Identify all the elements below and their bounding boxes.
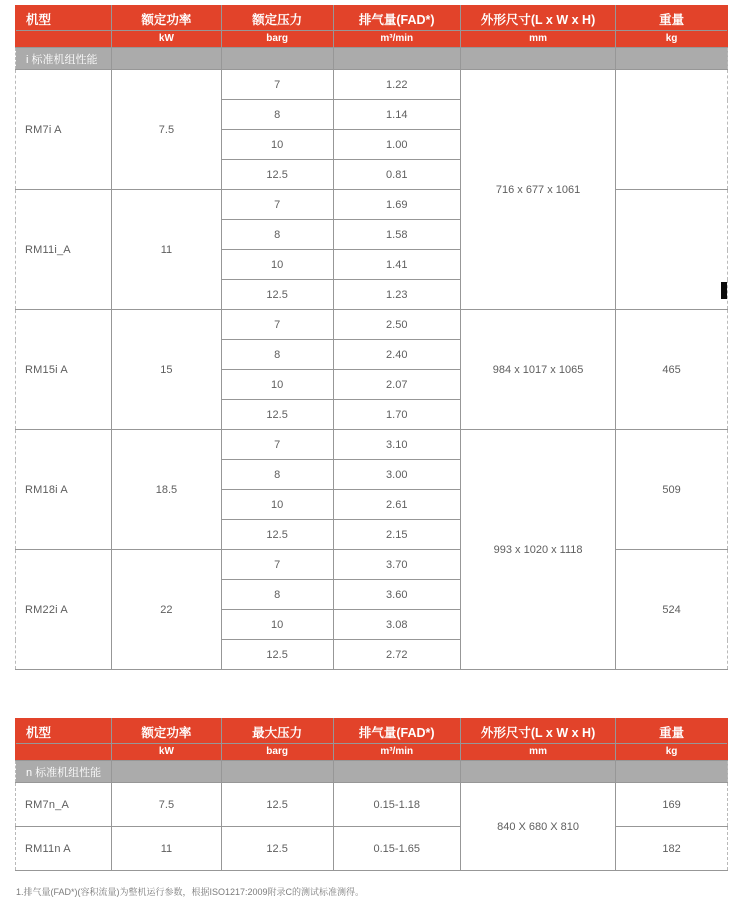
pressure-cell: 10: [221, 130, 333, 160]
weight-cell: [616, 190, 728, 310]
fad-cell: 1.41: [333, 250, 460, 280]
pressure-cell: 7: [221, 430, 333, 460]
column-header: 重量: [616, 6, 728, 31]
fad-cell: 1.58: [333, 220, 460, 250]
model-cell: RM11n A: [16, 827, 112, 871]
column-header: 机型: [16, 6, 112, 31]
i-series-spec-table: [15, 5, 728, 670]
column-header: 最大压力: [221, 719, 333, 744]
section-cell: [221, 761, 333, 783]
header-label-row: [16, 719, 728, 744]
fad-cell: 1.23: [333, 280, 460, 310]
fad-cell: 1.69: [333, 190, 460, 220]
column-header: 机型: [16, 719, 112, 744]
pressure-cell: 10: [221, 370, 333, 400]
section-cell: [460, 761, 615, 783]
column-header: 额定功率: [112, 719, 222, 744]
section-row: [16, 48, 728, 70]
pressure-cell: 12.5: [221, 520, 333, 550]
weight-cell: 169: [616, 783, 728, 827]
dims-cell: 840 X 680 X 810: [460, 783, 615, 871]
pressure-cell: 10: [221, 610, 333, 640]
weight-cell: 509: [616, 430, 728, 550]
power-cell: 15: [112, 310, 222, 430]
section-cell: [616, 761, 728, 783]
scan-artifact-mark: [721, 282, 727, 299]
fad-cell: 2.15: [333, 520, 460, 550]
pressure-cell: 8: [221, 460, 333, 490]
section-cell: [616, 48, 728, 70]
header-label-row: [16, 6, 728, 31]
column-header: 重量: [616, 719, 728, 744]
pressure-cell: 12.5: [221, 783, 333, 827]
power-cell: 7.5: [112, 783, 222, 827]
pressure-cell: 8: [221, 580, 333, 610]
column-unit: kW: [112, 744, 222, 761]
fad-cell: 3.08: [333, 610, 460, 640]
section-cell: [112, 761, 222, 783]
pressure-cell: 7: [221, 310, 333, 340]
dims-cell: 984 x 1017 x 1065: [460, 310, 615, 430]
pressure-cell: 8: [221, 100, 333, 130]
column-unit: kg: [616, 744, 728, 761]
pressure-cell: 7: [221, 70, 333, 100]
fad-cell: 2.50: [333, 310, 460, 340]
section-cell: [221, 48, 333, 70]
weight-cell: 524: [616, 550, 728, 670]
n-series-table-body: [16, 719, 728, 871]
weight-cell: 182: [616, 827, 728, 871]
pressure-cell: 7: [221, 190, 333, 220]
model-cell: RM18i A: [16, 430, 112, 550]
pressure-cell: 12.5: [221, 640, 333, 670]
pressure-cell: 10: [221, 490, 333, 520]
fad-cell: 3.60: [333, 580, 460, 610]
spec-sheet-page: [0, 5, 750, 897]
fad-cell: 3.10: [333, 430, 460, 460]
section-cell: [333, 48, 460, 70]
i-series-table-body: [16, 6, 728, 670]
model-cell: RM7n_A: [16, 783, 112, 827]
pressure-cell: 12.5: [221, 400, 333, 430]
dims-cell: 993 x 1020 x 1118: [460, 430, 615, 670]
fad-cell: 2.07: [333, 370, 460, 400]
column-header: 外形尺寸(L x W x H): [460, 719, 615, 744]
header-unit-row: [16, 744, 728, 761]
spec-row: [16, 310, 728, 340]
column-unit: kW: [112, 31, 222, 48]
section-cell: [460, 48, 615, 70]
column-unit: barg: [221, 31, 333, 48]
fad-cell: 1.00: [333, 130, 460, 160]
model-cell: RM11i_A: [16, 190, 112, 310]
pressure-cell: 7: [221, 550, 333, 580]
column-unit: mm: [460, 31, 615, 48]
power-cell: 11: [112, 827, 222, 871]
dims-cell: 716 x 677 x 1061: [460, 70, 615, 310]
fad-cell: 2.61: [333, 490, 460, 520]
column-unit: [16, 31, 112, 48]
spec-row: [16, 190, 728, 220]
fad-cell: 3.70: [333, 550, 460, 580]
column-unit: mm: [460, 744, 615, 761]
fad-cell: 3.00: [333, 460, 460, 490]
column-header: 额定功率: [112, 6, 222, 31]
fad-cell: 1.14: [333, 100, 460, 130]
section-label: n 标准机组性能: [16, 761, 112, 783]
fad-cell: 1.70: [333, 400, 460, 430]
column-header: 外形尺寸(L x W x H): [460, 6, 615, 31]
fad-cell: 2.40: [333, 340, 460, 370]
fad-cell: 2.72: [333, 640, 460, 670]
fad-cell: 1.22: [333, 70, 460, 100]
column-header: 排气量(FAD*): [333, 719, 460, 744]
column-unit: m³/min: [333, 744, 460, 761]
section-row: [16, 761, 728, 783]
weight-cell: [616, 70, 728, 190]
power-cell: 7.5: [112, 70, 222, 190]
fad-cell: 0.81: [333, 160, 460, 190]
spec-row: [16, 783, 728, 827]
header-unit-row: [16, 31, 728, 48]
n-series-spec-table: [15, 718, 728, 871]
model-cell: RM7i A: [16, 70, 112, 190]
power-cell: 11: [112, 190, 222, 310]
column-unit: barg: [221, 744, 333, 761]
pressure-cell: 12.5: [221, 280, 333, 310]
column-header: 额定压力: [221, 6, 333, 31]
pressure-cell: 12.5: [221, 160, 333, 190]
pressure-cell: 8: [221, 340, 333, 370]
pressure-cell: 8: [221, 220, 333, 250]
spec-row: [16, 430, 728, 460]
section-cell: [112, 48, 222, 70]
section-label: i 标准机组性能: [16, 48, 112, 70]
model-cell: RM22i A: [16, 550, 112, 670]
fad-cell: 0.15-1.18: [333, 783, 460, 827]
section-cell: [333, 761, 460, 783]
column-unit: [16, 744, 112, 761]
spec-row: [16, 827, 728, 871]
column-header: 排气量(FAD*): [333, 6, 460, 31]
power-cell: 22: [112, 550, 222, 670]
pressure-cell: 10: [221, 250, 333, 280]
spec-row: [16, 550, 728, 580]
weight-cell: 465: [616, 310, 728, 430]
column-unit: m³/min: [333, 31, 460, 48]
footnote-text: 1.排气量(FAD*)(容积流量)为整机运行参数，根据ISO1217:2009附录C的测试标准测得。: [16, 887, 365, 897]
pressure-cell: 12.5: [221, 827, 333, 871]
model-cell: RM15i A: [16, 310, 112, 430]
spec-row: [16, 70, 728, 100]
power-cell: 18.5: [112, 430, 222, 550]
column-unit: kg: [616, 31, 728, 48]
fad-cell: 0.15-1.65: [333, 827, 460, 871]
